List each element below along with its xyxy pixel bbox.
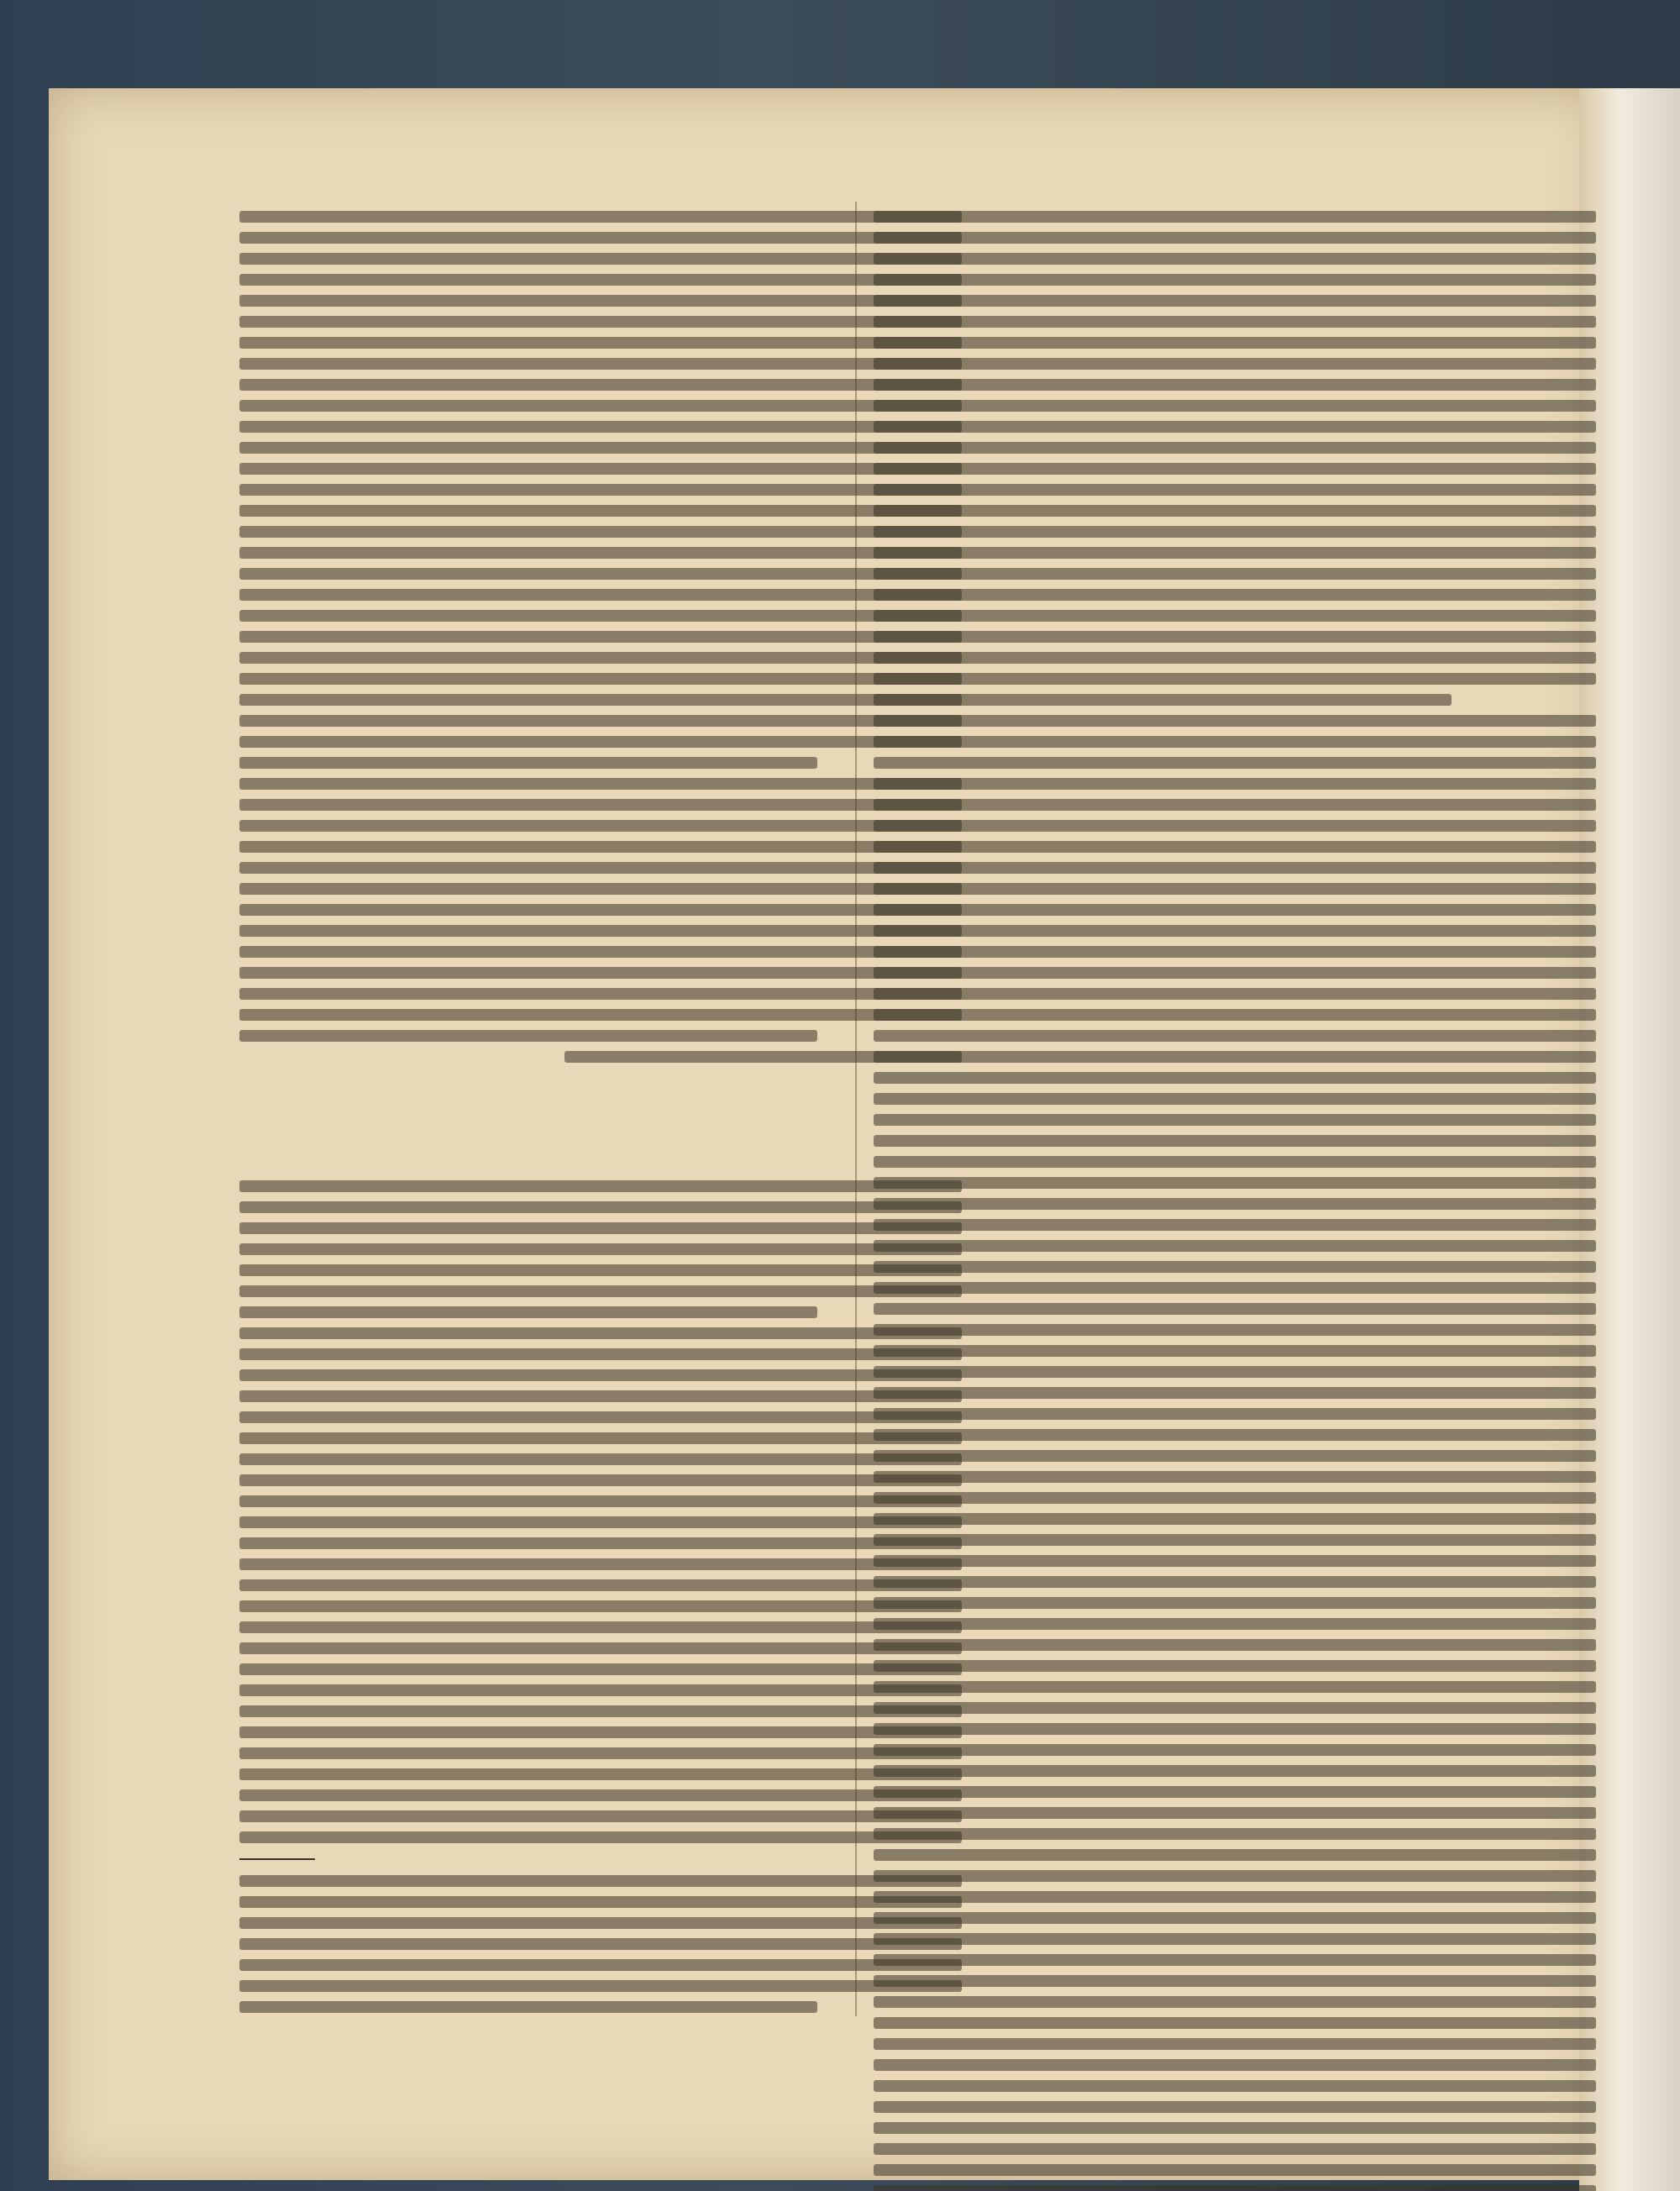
story-paragraph bbox=[874, 211, 1596, 706]
story-title bbox=[239, 1086, 962, 1133]
story-paragraph bbox=[239, 1327, 962, 1843]
story-subtitle bbox=[239, 1142, 962, 1170]
column-right bbox=[874, 202, 1596, 2191]
footnote-rule bbox=[239, 1858, 315, 1860]
article-paragraph bbox=[239, 211, 962, 769]
story-paragraph bbox=[874, 715, 1596, 2191]
article-paragraph bbox=[239, 778, 962, 1063]
footnote bbox=[239, 1875, 962, 2013]
column-left bbox=[239, 202, 962, 2022]
story-paragraph bbox=[239, 1180, 962, 1318]
